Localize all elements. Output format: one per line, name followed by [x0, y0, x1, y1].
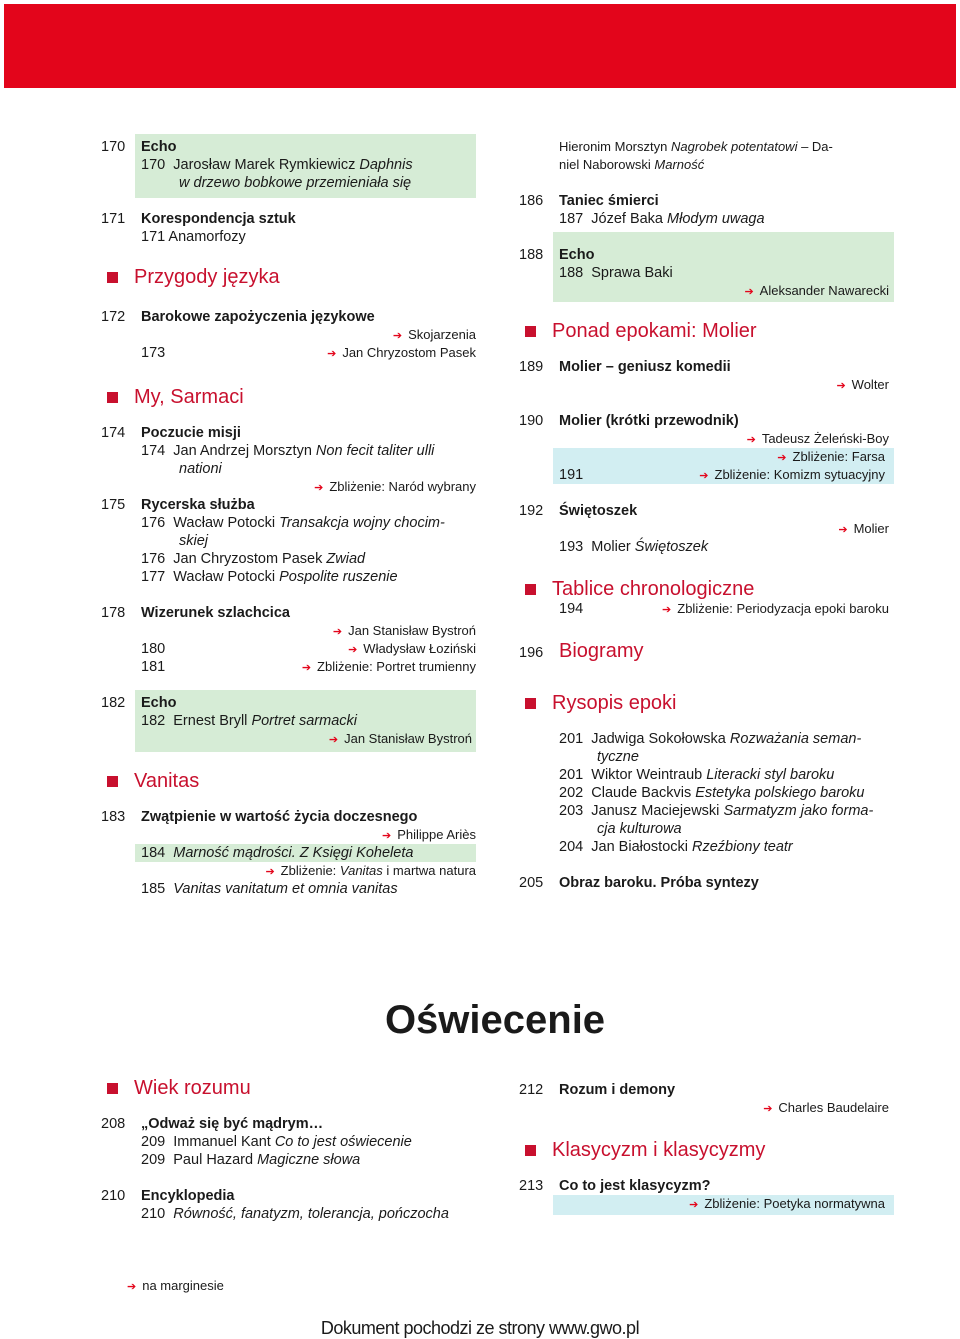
red-square-icon	[525, 698, 536, 709]
section-heading-klasycyzm[interactable]: Klasycyzm i klasycyzmy	[519, 1139, 889, 1161]
toc-row-209a[interactable]: 209 Immanuel Kant Co to jest oświecenie	[141, 1134, 412, 1150]
margin-note-183: ➔ Philippe Ariès	[382, 827, 476, 842]
arrow-right-icon: ➔	[127, 1281, 137, 1293]
toc-row-212[interactable]: 212 Rozum i demony	[519, 1082, 676, 1098]
red-square-icon	[107, 776, 118, 787]
toc-row-185[interactable]: 185 Vanitas vanitatum et omnia vanitas	[141, 881, 398, 897]
toc-row-210[interactable]: 210 Encyklopedia	[101, 1188, 235, 1204]
arrow-right-icon: ➔	[699, 470, 709, 482]
margin-note-178: ➔ Jan Stanisław Bystroń	[332, 623, 476, 638]
section-heading-molier[interactable]: Ponad epokami: Molier	[519, 320, 889, 342]
toc-row-191[interactable]: 191 ➔ Zbliżenie: Komizm sytuacyjny	[559, 467, 885, 483]
left-column	[101, 138, 476, 898]
toc-row-173[interactable]: 173 ➔ Jan Chryzostom Pasek	[141, 345, 476, 361]
margin-note-212: ➔ Charles Baudelaire	[763, 1100, 889, 1115]
arrow-right-icon: ➔	[382, 830, 392, 842]
toc-row-190[interactable]: 190 Molier (krótki przewodnik)	[519, 413, 739, 429]
margin-note-213: ➔ Zbliżenie: Poetyka normatywna	[689, 1196, 885, 1211]
arrow-right-icon: ➔	[332, 626, 343, 638]
toc-row-170-article[interactable]: 170 Jarosław Marek Rymkiewicz Daphnis	[141, 157, 413, 173]
toc-row-210-article[interactable]: 210 Równość, fanatyzm, tolerancja, pończocha	[141, 1206, 449, 1222]
toc-row-188-article[interactable]: 188 Sprawa Baki	[559, 265, 673, 281]
red-square-icon	[107, 1083, 118, 1094]
toc-row-171[interactable]: 171 Korespondencja sztuk	[101, 211, 296, 227]
margin-note-174: ➔ Zbliżenie: Naród wybrany	[314, 479, 476, 494]
toc-row-176b[interactable]: 176 Jan Chryzostom Pasek Zwiad	[141, 551, 366, 567]
toc-row-201b[interactable]: 201 Wiktor Weintraub Literacki styl baroku	[559, 767, 835, 783]
margin-note-190a: ➔ Tadeusz Żeleński-Boy	[746, 431, 889, 446]
section-heading-przygody[interactable]: Przygody języka	[101, 266, 476, 288]
arrow-right-icon: ➔	[314, 482, 324, 494]
arrow-right-icon: ➔	[327, 348, 337, 360]
toc-row-189[interactable]: 189 Molier – geniusz komedii	[519, 359, 731, 375]
toc-row-170-article-cont: w drzewo bobkowe przemieniała się	[179, 175, 412, 191]
right-column	[519, 138, 889, 892]
toc-row-174[interactable]: 174 Poczucie misji	[101, 425, 241, 441]
red-square-icon	[525, 1145, 536, 1156]
left-column-2	[101, 1077, 476, 1223]
section-heading-tablice[interactable]: Tablice chronologiczne	[519, 578, 889, 600]
toc-row-203[interactable]: 203 Janusz Maciejewski Sarmatyzm jako forma-	[559, 803, 874, 819]
section-heading-vanitas[interactable]: Vanitas	[101, 770, 476, 792]
toc-row-208[interactable]: 208 „Odważ się być mądrym…	[101, 1116, 324, 1132]
toc-row-176a[interactable]: 176 Wacław Potocki Transakcja wojny chocim-	[141, 515, 445, 531]
section-heading-sarmaci[interactable]: My, Sarmaci	[101, 386, 476, 408]
toc-row-201a[interactable]: 201 Jadwiga Sokołowska Rozważania seman-	[559, 731, 862, 747]
toc-row-205[interactable]: 205 Obraz baroku. Próba syntezy	[519, 875, 759, 891]
right-column-2	[519, 1081, 889, 1213]
toc-row-187[interactable]: 187 Józef Baka Młodym uwaga	[559, 211, 765, 227]
toc-row-174-article-cont: nationi	[179, 461, 222, 477]
margin-note-184: ➔ Zbliżenie: Vanitas i martwa natura	[265, 863, 476, 878]
arrow-right-icon: ➔	[838, 524, 848, 536]
arrow-right-icon: ➔	[348, 644, 358, 656]
toc-row-182[interactable]: 182 Echo	[101, 695, 177, 711]
margin-note-192: ➔ Molier	[838, 521, 889, 536]
toc-row-201a-cont: tyczne	[597, 749, 639, 765]
chapter-title: Oświecenie	[384, 998, 606, 1042]
toc-row-213[interactable]: 213 Co to jest klasycyzm?	[519, 1178, 711, 1194]
arrow-right-icon: ➔	[265, 866, 275, 878]
section-heading-rysopis[interactable]: Rysopis epoki	[519, 692, 889, 714]
toc-row-184[interactable]: 184 Marność mądrości. Z Księgi Koheleta	[141, 845, 414, 861]
toc-row-177[interactable]: 177 Wacław Potocki Pospolite ruszenie	[141, 569, 398, 585]
margin-note-190b: ➔ Zbliżenie: Farsa	[777, 449, 885, 464]
toc-row-174-article[interactable]: 174 Jan Andrzej Morsztyn Non fecit taliter ulli	[141, 443, 435, 459]
toc-row-181[interactable]: 181 ➔ Zbliżenie: Portret trumienny	[141, 659, 476, 675]
footer-source: Dokument pochodzi ze strony www.gwo.pl	[320, 1318, 640, 1338]
red-square-icon	[525, 584, 536, 595]
toc-row-170[interactable]: 170 Echo	[101, 139, 177, 155]
toc-row-180[interactable]: 180 ➔ Władysław Łoziński	[141, 641, 476, 657]
arrow-right-icon: ➔	[744, 286, 754, 298]
toc-row-209b[interactable]: 209 Paul Hazard Magiczne słowa	[141, 1152, 361, 1168]
legend: ➔ na marginesie	[127, 1278, 224, 1293]
arrow-right-icon: ➔	[328, 734, 339, 746]
margin-note-189: ➔ Wolter	[836, 377, 889, 392]
arrow-right-icon: ➔	[301, 662, 312, 674]
margin-note-182: ➔ Jan Stanisław Bystroń	[328, 731, 472, 746]
arrow-right-icon: ➔	[777, 452, 787, 464]
toc-row-175[interactable]: 175 Rycerska służba	[101, 497, 255, 513]
arrow-right-icon: ➔	[392, 330, 403, 342]
toc-row-top2: niel Naborowski Marność	[559, 157, 705, 172]
red-square-icon	[107, 272, 118, 283]
header-red-bar	[4, 4, 956, 88]
toc-row-171-article[interactable]: 171 Anamorfozy	[141, 229, 246, 245]
arrow-right-icon: ➔	[746, 434, 756, 446]
toc-row-193[interactable]: 193 Molier Świętoszek	[559, 539, 709, 555]
margin-note-188: ➔ Aleksander Nawarecki	[744, 283, 889, 298]
toc-row-203-cont: cja kulturowa	[597, 821, 682, 837]
toc-row-192[interactable]: 192 Świętoszek	[519, 503, 638, 519]
arrow-right-icon: ➔	[662, 604, 672, 616]
arrow-right-icon: ➔	[836, 380, 846, 392]
red-square-icon	[525, 326, 536, 337]
toc-row-178[interactable]: 178 Wizerunek szlachcica	[101, 605, 290, 621]
section-heading-wiek-rozumu[interactable]: Wiek rozumu	[101, 1077, 476, 1099]
toc-row-188[interactable]: 188 Echo	[519, 247, 595, 263]
toc-row-186[interactable]: 186 Taniec śmierci	[519, 193, 659, 209]
toc-row-194[interactable]: 194 ➔ Zbliżenie: Periodyzacja epoki baroku	[559, 601, 889, 617]
toc-row-202[interactable]: 202 Claude Backvis Estetyka polskiego baroku	[559, 785, 865, 801]
arrow-right-icon: ➔	[763, 1103, 773, 1115]
toc-row-182-article[interactable]: 182 Ernest Bryll Portret sarmacki	[141, 713, 357, 729]
arrow-right-icon: ➔	[689, 1199, 699, 1211]
toc-row-172[interactable]: 172 Barokowe zapożyczenia językowe	[101, 309, 375, 325]
toc-row-top1[interactable]: Hieronim Morsztyn Nagrobek potentatowi – Da-	[559, 139, 833, 154]
toc-row-176a-cont: skiej	[179, 533, 209, 549]
margin-note-172: ➔ Skojarzenia	[392, 327, 476, 342]
red-square-icon	[107, 392, 118, 403]
section-heading-biogramy[interactable]: 196 Biogramy	[519, 640, 644, 662]
toc-row-183[interactable]: 183 Zwątpienie w wartość życia doczesnego	[101, 809, 418, 825]
toc-row-204[interactable]: 204 Jan Białostocki Rzeźbiony teatr	[559, 839, 793, 855]
